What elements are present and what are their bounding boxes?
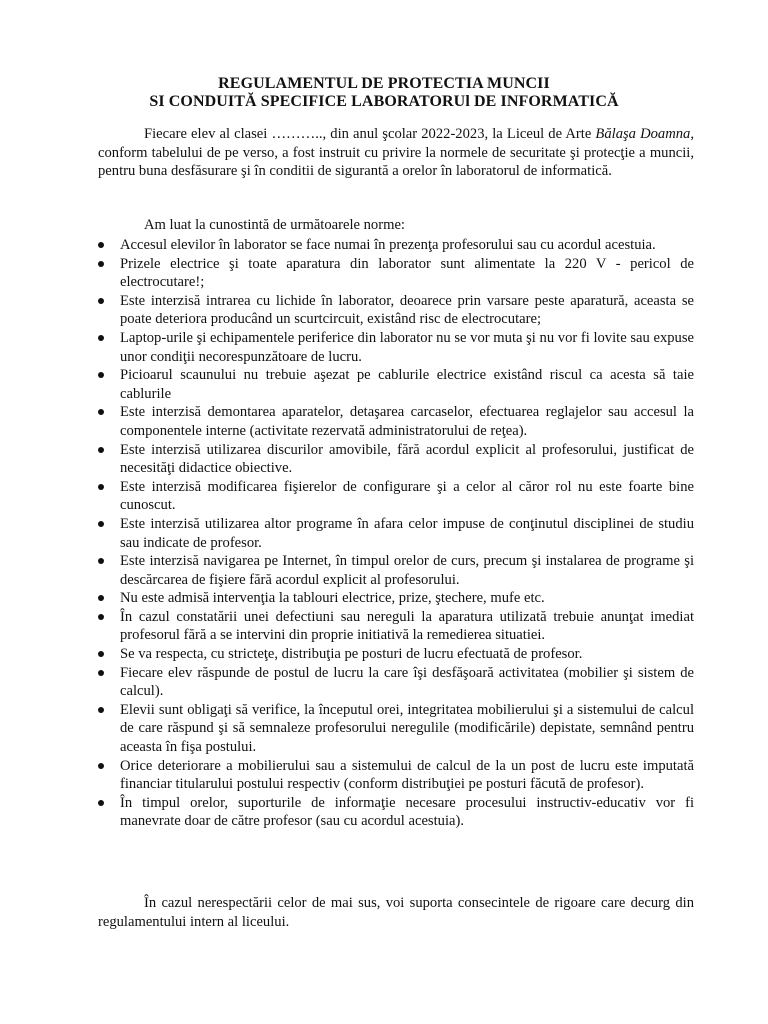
rule-item — [98, 515, 694, 552]
bullet-dot-icon — [98, 558, 104, 564]
rule-text: Este interzisă demontarea aparatelor, detaşarea carcaselor, efectuarea reglajelor sau accesul la componentele interne (activitate rezervată administratorului de reţea). — [120, 404, 694, 439]
rule-item — [98, 552, 694, 589]
rule-item — [98, 255, 694, 292]
bullet-dot-icon — [98, 707, 104, 713]
rule-item — [98, 441, 694, 478]
rule-text: Fiecare elev răspunde de postul de lucru la care îşi desfăşoară activitatea (mobilier şi sistem de calcul). — [120, 664, 694, 700]
bullet-dot-icon — [98, 763, 104, 769]
bullet-dot-icon — [98, 409, 104, 415]
document-title-line-1: REGULAMENTUL DE PROTECTIA MUNCII — [218, 75, 550, 92]
rule-item — [98, 366, 694, 403]
rule-text: Se va respecta, cu stricteţe, distribuţia pe posturi de lucru efectuată de profesor. — [120, 646, 583, 663]
bullet-dot-icon — [98, 651, 104, 657]
rule-text: Este interzisă modificarea fişierelor de configurare şi a celor al căror rol nu este foarte bine cunoscut. — [120, 478, 694, 514]
rule-item — [98, 664, 694, 701]
rule-item — [98, 478, 694, 515]
bullet-dot-icon — [98, 521, 104, 527]
bullet-dot-icon — [98, 447, 104, 453]
rule-item — [98, 701, 694, 757]
rule-text: Este interzisă intrarea cu lichide în laborator, deoarece prin varsare peste aparatură, aceasta se poate deteriora producând un scurtcircuit, existând risc de electrocutare; — [120, 292, 694, 328]
rule-text: Picioarul scaunului nu trebuie aşezat pe cablurile electrice existând riscul ca acesta să taie cablurile — [120, 367, 694, 402]
rule-item — [98, 794, 694, 831]
rule-text: Este interzisă utilizarea altor programe în afara celor impuse de conţinutul disciplinei de studiu sau indicate de profesor. — [120, 515, 694, 551]
rule-item — [98, 589, 694, 608]
intro-text-part-2: conform tabelului de pe verso, a fost instruit cu privire la normele de securitate şi protecţie a muncii, pentru buna desfăsurare şi în conditii de sigurantă a orelor în laboratorul de informatică. — [98, 144, 694, 180]
document-title-line-2: SI CONDUITĂ SPECIFICE LABORATORUl DE INFORMATICĂ — [149, 93, 619, 110]
rule-item — [98, 757, 694, 794]
intro-paragraph — [98, 125, 694, 181]
rule-text: Elevii sunt obligaţi să verifice, la începutul orei, integritatea mobilierului şi a sistemului de calcul de care răspund şi să semnaleze profesorului neregulile (modificările) depistate, semnând pentru aceasta în fişa postului. — [120, 701, 694, 756]
rules-list — [98, 236, 694, 831]
rule-text: Orice deteriorare a mobilierului sau a sistemului de calcul de la un post de lucru este imputată financiar titularului postului respectiv (conform distribuţiei pe posturi făcută de profesor). — [120, 757, 694, 793]
rule-item — [98, 645, 694, 664]
rules-lead-in: Am luat la cunostintă de următoarele norme: — [144, 217, 405, 233]
bullet-dot-icon — [98, 372, 104, 378]
rule-text: Nu este admisă intervenţia la tablouri electrice, prize, ştechere, mufe etc. — [120, 590, 545, 607]
bullet-dot-icon — [98, 298, 104, 304]
rule-item — [98, 608, 694, 645]
rule-text: Laptop-urile şi echipamentele periferice din laborator nu se vor muta şi nu vor fi lovite sau expuse unor condiţii necorespunzătoare de lucru. — [120, 329, 694, 365]
rule-item — [98, 403, 694, 440]
rule-text: Este interzisă utilizarea discurilor amovibile, fără acordul explicit al profesorului, justificat de necesităţi didactice obiective. — [120, 441, 694, 477]
rule-text: Prizele electrice şi toate aparatura din laborator sunt alimentate la 220 V - pericol de electrocutare!; — [120, 255, 694, 291]
bullet-dot-icon — [98, 335, 104, 341]
bullet-dot-icon — [98, 614, 104, 620]
rule-item — [98, 236, 694, 255]
bullet-dot-icon — [98, 800, 104, 806]
closing-paragraph — [98, 894, 694, 931]
rule-text: În timpul orelor, suporturile de informaţie necesare procesului instructiv-educativ vor fi manevrate doar de către profesor (sau cu acordul acestuia). — [120, 794, 694, 830]
rule-item — [98, 329, 694, 366]
bullet-dot-icon — [98, 242, 104, 248]
bullet-dot-icon — [98, 670, 104, 676]
closing-text: În cazul nerespectării celor de mai sus, voi suporta consecintele de rigoare care decurg din regulamentului intern al liceului. — [98, 895, 694, 930]
rule-text: Accesul elevilor în laborator se face numai în prezenţa profesorului sau cu acordul acestuia. — [120, 237, 656, 253]
bullet-dot-icon — [98, 595, 104, 601]
intro-school-name: Bălaşa Doamna, — [595, 126, 694, 142]
bullet-dot-icon — [98, 261, 104, 267]
bullet-dot-icon — [98, 484, 104, 490]
rule-text: În cazul constatării unei defectiuni sau nereguli la aparatura utilizată trebuie anunţat imediat profesorul fără a se intervini din proprie initiativă la remedierea situatiei. — [120, 608, 694, 644]
rule-text: Este interzisă navigarea pe Internet, în timpul orelor de curs, precum şi instalarea de programe şi descărcarea de fişiere fără acordul explicit al profesorului. — [120, 553, 694, 588]
intro-text-part-1: Fiecare elev al clasei ……….., din anul şcolar 2022-2023, la Liceul de Arte — [144, 126, 596, 142]
rule-item — [98, 292, 694, 329]
